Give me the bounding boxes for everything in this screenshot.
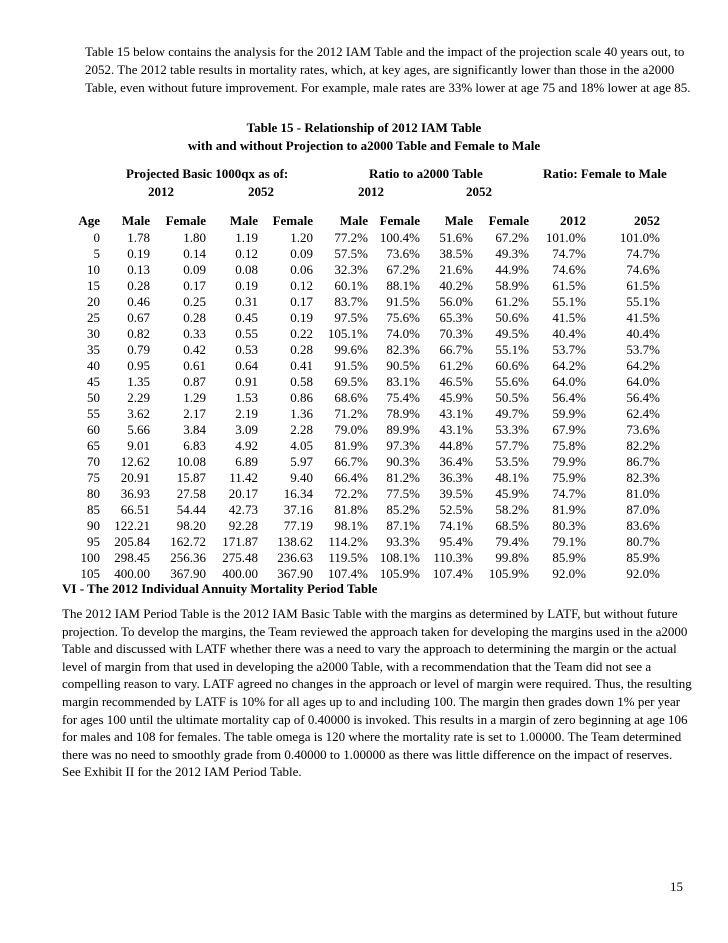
table-cell: 67.2% [495,230,529,245]
table-cell: 91.5% [386,294,420,309]
column-header: Female [165,213,206,228]
table-row [73,454,660,470]
table-cell: 1.53 [235,390,258,405]
table-row [73,470,660,486]
table-cell: 138.62 [277,534,313,549]
column-header: Male [121,213,150,228]
table-cell: 105 [80,566,100,581]
table-cell: 0.64 [235,358,258,373]
table-cell: 20.91 [120,470,150,485]
table-cell: 74.7% [626,246,660,261]
table-cell: 71.2% [334,406,368,421]
table-cell: 92.0% [552,566,586,581]
table-cell: 97.3% [386,438,420,453]
table-cell: 0.61 [183,358,206,373]
table-row [73,406,660,422]
table-cell: 68.5% [495,518,529,533]
table-cell: 52.5% [439,502,473,517]
table-cell: 74.6% [552,262,586,277]
table-cell: 107.4% [327,566,368,581]
table-cell: 105.9% [379,566,420,581]
table-cell: 98.1% [334,518,368,533]
table-cell: 4.05 [290,438,313,453]
table-row [73,230,660,246]
table-cell: 67.9% [552,422,586,437]
table-cell: 59.9% [552,406,586,421]
table-cell: 5.66 [127,422,150,437]
table-row [73,310,660,326]
group-header-projected: Projected Basic 1000qx as of: [126,166,289,181]
table-cell: 92.28 [228,518,258,533]
table-cell: 0.42 [183,342,206,357]
table-cell: 400.00 [114,566,150,581]
table-cell: 0.87 [183,374,206,389]
table-cell: 82.2% [626,438,660,453]
table-cell: 60.1% [334,278,368,293]
table-cell: 105.9% [488,566,529,581]
table-cell: 40.4% [552,326,586,341]
table-cell: 20 [87,294,100,309]
table-cell: 40 [87,358,100,373]
table-cell: 0.86 [290,390,313,405]
table-cell: 65 [87,438,100,453]
table-cell: 65.3% [439,310,473,325]
column-header: Female [272,213,313,228]
table-cell: 77.5% [386,486,420,501]
table-cell: 107.4% [432,566,473,581]
table-cell: 1.20 [290,230,313,245]
table-cell: 45 [87,374,100,389]
section-body-paragraph: The 2012 IAM Period Table is the 2012 IAM Basic Table with the margins as determined by LATF, but without future projection. To develop the margins, the Team reviewed the approach taken for developing the margins used in the a2000 Table and discussed with LATF whether there was a need to vary the approach to determining the margin or the actual level of margin from that used in developing the a2000 Table, with a recommendation that the Team did not see a compelling reason to vary. LATF agreed no changes in the approach or level of margin were required. Thus, the resulting margin recommended by LATF is 10% for all ages up to and including 100. The margin then grades down 1% per year for ages 100 until the ultimate mortality cap of 0.40000 is invoked. This results in a margin of zero beginning at age 106 for males and 108 for females. The table omega is 120 where the mortality rate is set to 1.00000. The Team determined there was no need to smoothly grade from 0.40000 to 1.00000 as there was little difference on the impact of reserves. See Exhibit II for the 2012 IAM Period Table. [62,606,692,780]
table-cell: 77.2% [334,230,368,245]
table-cell: 70.3% [439,326,473,341]
table-cell: 9.01 [127,438,150,453]
table-cell: 0.14 [183,246,206,261]
intro-paragraph: Table 15 below contains the analysis for the 2012 IAM Table and the impact of the projection scale 40 years out, to 2052. The 2012 table results in mortality rates, which, at key ages, are significantly lower than those in the a2000 Table, even without future improvement. For example, male rates are 33% lower at age 75 and 18% lower at age 85. [85,44,691,95]
table-cell: 72.2% [334,486,368,501]
table-cell: 44.9% [495,262,529,277]
table-row [73,550,660,566]
table-cell: 99.8% [495,550,529,565]
table-row [73,294,660,310]
table-cell: 0.17 [290,294,313,309]
table-body [73,230,660,582]
table-cell: 75.8% [552,438,586,453]
table-cell: 101.0% [619,230,660,245]
table-cell: 0.06 [290,262,313,277]
table-cell: 1.78 [127,230,150,245]
table-cell: 91.5% [334,358,368,373]
table-cell: 0.45 [235,310,258,325]
table-cell: 83.6% [626,518,660,533]
table-cell: 32.3% [334,262,368,277]
table-cell: 41.5% [552,310,586,325]
table-cell: 1.35 [127,374,150,389]
table-cell: 30 [87,326,100,341]
table-cell: 57.5% [334,246,368,261]
table-cell: 1.19 [235,230,258,245]
table-cell: 15.87 [176,470,206,485]
table-cell: 105.1% [327,326,368,341]
table-cell: 0.33 [183,326,206,341]
table-cell: 236.63 [277,550,313,565]
table-cell: 38.5% [439,246,473,261]
table-cell: 2.28 [290,422,313,437]
table-cell: 108.1% [379,550,420,565]
table-cell: 162.72 [170,534,206,549]
table-cell: 57.7% [495,438,529,453]
section-heading: VI - The 2012 Individual Annuity Mortality Period Table [62,581,378,596]
table-cell: 6.89 [235,454,258,469]
table-cell: 0.19 [235,278,258,293]
table-cell: 55.1% [495,342,529,357]
table-cell: 44.8% [439,438,473,453]
table-cell: 74.0% [386,326,420,341]
table-cell: 70 [87,454,100,469]
table-row [73,358,660,374]
table-cell: 64.0% [552,374,586,389]
table-cell: 87.1% [386,518,420,533]
table-cell: 81.9% [334,438,368,453]
table-cell: 256.36 [170,550,206,565]
table-cell: 0.46 [127,294,150,309]
table-cell: 0.13 [127,262,150,277]
table-cell: 40.2% [439,278,473,293]
table-cell: 122.21 [114,518,150,533]
table-cell: 61.2% [439,358,473,373]
table-cell: 0.67 [127,310,150,325]
table-cell: 25 [87,310,100,325]
table-title-line2: with and without Projection to a2000 Table and Female to Male [187,138,541,153]
table-cell: 79.0% [334,422,368,437]
table-cell: 0.28 [290,342,313,357]
group-header-ratio-a2000: Ratio to a2000 Table [369,166,483,181]
table-cell: 0.28 [127,278,150,293]
table-cell: 75 [87,470,100,485]
table-cell: 0.08 [235,262,258,277]
table-cell: 80 [87,486,100,501]
group-sub-2052: 2052 [248,184,274,199]
table-row [73,374,660,390]
table-cell: 48.1% [495,470,529,485]
table-row [73,438,660,454]
table-cell: 86.7% [626,454,660,469]
table-row [73,262,660,278]
table-row [73,502,660,518]
table-cell: 81.2% [386,470,420,485]
table-cell: 81.8% [334,502,368,517]
table-cell: 55.6% [495,374,529,389]
table-cell: 74.1% [439,518,473,533]
table-cell: 45.9% [495,486,529,501]
table-cell: 56.0% [439,294,473,309]
table-cell: 0.28 [183,310,206,325]
column-header: 2052 [634,213,660,228]
table-cell: 36.3% [439,470,473,485]
table-cell: 80.7% [626,534,660,549]
table-cell: 55.1% [626,294,660,309]
table-cell: 85.2% [386,502,420,517]
table-cell: 79.1% [552,534,586,549]
table-cell: 78.9% [386,406,420,421]
table-cell: 3.62 [127,406,150,421]
table-cell: 85.9% [552,550,586,565]
table-cell: 73.6% [626,422,660,437]
table-cell: 1.80 [183,230,206,245]
table-cell: 0 [93,230,100,245]
group2-sub-2052: 2052 [466,184,492,199]
table-cell: 0.19 [127,246,150,261]
table-cell: 49.5% [495,326,529,341]
table-cell: 97.5% [334,310,368,325]
table-cell: 50 [87,390,100,405]
table-cell: 27.58 [176,486,206,501]
table-row [73,278,660,294]
table-cell: 53.7% [552,342,586,357]
table-cell: 51.6% [439,230,473,245]
table-cell: 0.09 [183,262,206,277]
table-cell: 75.4% [386,390,420,405]
table-cell: 0.55 [235,326,258,341]
table-cell: 92.0% [626,566,660,581]
table-cell: 75.9% [552,470,586,485]
table-cell: 5.97 [290,454,313,469]
table-cell: 58.9% [495,278,529,293]
table-cell: 56.4% [626,390,660,405]
table-cell: 53.5% [495,454,529,469]
table-cell: 43.1% [439,422,473,437]
table-cell: 39.5% [439,486,473,501]
table-cell: 55 [87,406,100,421]
table-cell: 36.4% [439,454,473,469]
table-cell: 1.36 [290,406,313,421]
table-cell: 2.17 [183,406,206,421]
table-cell: 0.09 [290,246,313,261]
table-cell: 36.93 [120,486,150,501]
table-cell: 98.20 [176,518,206,533]
column-header: Age [78,213,100,228]
table-cell: 88.1% [386,278,420,293]
table-row [73,566,660,582]
table-cell: 58.2% [495,502,529,517]
table-row [73,326,660,342]
table-cell: 0.22 [290,326,313,341]
table-cell: 93.3% [386,534,420,549]
table-cell: 90 [87,518,100,533]
table-cell: 61.2% [495,294,529,309]
table-cell: 69.5% [334,374,368,389]
table-cell: 82.3% [386,342,420,357]
table-cell: 2.29 [127,390,150,405]
table-cell: 66.4% [334,470,368,485]
table-cell: 12.62 [120,454,150,469]
table-cell: 53.7% [626,342,660,357]
table-cell: 205.84 [114,534,150,549]
table-cell: 90.3% [386,454,420,469]
table-cell: 53.3% [495,422,529,437]
table-row [73,486,660,502]
table-cell: 0.91 [235,374,258,389]
table-cell: 367.90 [170,566,206,581]
table-cell: 74.7% [552,246,586,261]
page-number: 15 [670,879,683,894]
table-cell: 99.6% [334,342,368,357]
table-cell: 66.7% [439,342,473,357]
table-cell: 0.25 [183,294,206,309]
table-cell: 0.17 [183,278,206,293]
table-cell: 90.5% [386,358,420,373]
table-cell: 0.95 [127,358,150,373]
table-cell: 89.9% [386,422,420,437]
column-header: Female [488,213,529,228]
table-cell: 0.19 [290,310,313,325]
table-row [73,518,660,534]
table-cell: 46.5% [439,374,473,389]
table-cell: 81.9% [552,502,586,517]
table-cell: 79.4% [495,534,529,549]
table-cell: 82.3% [626,470,660,485]
table-cell: 62.4% [626,406,660,421]
table-cell: 43.1% [439,406,473,421]
table-cell: 67.2% [386,262,420,277]
table-cell: 0.41 [290,358,313,373]
table-cell: 2.19 [235,406,258,421]
table-cell: 55.1% [552,294,586,309]
table-cell: 110.3% [433,550,473,565]
table-cell: 66.51 [120,502,150,517]
table-cell: 42.73 [228,502,258,517]
table-cell: 1.29 [183,390,206,405]
table-cell: 95.4% [439,534,473,549]
table-cell: 10 [87,262,100,277]
table-row [73,342,660,358]
table-cell: 50.6% [495,310,529,325]
table-cell: 0.79 [127,342,150,357]
table-cell: 64.2% [626,358,660,373]
mortality-table [73,212,660,582]
table-cell: 11.42 [229,470,258,485]
group2-sub-2012: 2012 [358,184,384,199]
table-cell: 0.12 [235,246,258,261]
table-cell: 83.7% [334,294,368,309]
table-cell: 61.5% [626,278,660,293]
table-cell: 0.82 [127,326,150,341]
table-cell: 10.08 [176,454,206,469]
column-header: Male [339,213,368,228]
table-cell: 79.9% [552,454,586,469]
table-row [73,246,660,262]
table-cell: 0.53 [235,342,258,357]
table-cell: 74.6% [626,262,660,277]
table-cell: 50.5% [495,390,529,405]
table-cell: 74.7% [552,486,586,501]
table-cell: 85.9% [626,550,660,565]
table-cell: 119.5% [328,550,368,565]
table-cell: 56.4% [552,390,586,405]
table-cell: 68.6% [334,390,368,405]
table-cell: 0.58 [290,374,313,389]
table-cell: 49.7% [495,406,529,421]
table-cell: 45.9% [439,390,473,405]
column-header: Female [379,213,420,228]
table-cell: 54.44 [176,502,206,517]
group-header-female-to-male: Ratio: Female to Male [543,166,667,181]
table-cell: 61.5% [552,278,586,293]
column-header: 2012 [560,213,586,228]
table-cell: 16.34 [283,486,313,501]
table-cell: 81.0% [626,486,660,501]
table-cell: 100 [80,550,100,565]
table-cell: 40.4% [626,326,660,341]
table-cell: 64.0% [626,374,660,389]
table-cell: 95 [87,534,100,549]
table-cell: 66.7% [334,454,368,469]
table-cell: 75.6% [386,310,420,325]
table-cell: 3.09 [235,422,258,437]
table-cell: 64.2% [552,358,586,373]
table-header-row [73,212,660,230]
table-cell: 6.83 [183,438,206,453]
column-header: Male [444,213,473,228]
table-cell: 41.5% [626,310,660,325]
table-row [73,390,660,406]
table-cell: 85 [87,502,100,517]
table-cell: 100.4% [379,230,420,245]
table-cell: 367.90 [277,566,313,581]
table-cell: 77.19 [283,518,313,533]
table-cell: 114.2% [328,534,368,549]
table-cell: 101.0% [545,230,586,245]
table-cell: 9.40 [290,470,313,485]
table-cell: 60.6% [495,358,529,373]
table-cell: 73.6% [386,246,420,261]
table-cell: 83.1% [386,374,420,389]
table-cell: 37.16 [283,502,313,517]
table-cell: 49.3% [495,246,529,261]
group-sub-2012: 2012 [148,184,174,199]
table-cell: 275.48 [222,550,258,565]
table-cell: 171.87 [222,534,258,549]
column-header: Male [229,213,258,228]
table-cell: 3.84 [183,422,206,437]
table-cell: 298.45 [114,550,150,565]
table-cell: 20.17 [228,486,258,501]
table-cell: 60 [87,422,100,437]
table-cell: 35 [87,342,100,357]
table-cell: 5 [93,246,100,261]
table-cell: 0.12 [290,278,313,293]
table-cell: 0.31 [235,294,258,309]
table-cell: 87.0% [626,502,660,517]
table-row [73,534,660,550]
table-cell: 80.3% [552,518,586,533]
table-cell: 21.6% [439,262,473,277]
table-cell: 15 [87,278,100,293]
table-title-line1: Table 15 - Relationship of 2012 IAM Table [246,120,482,135]
table-cell: 400.00 [222,566,258,581]
table-cell: 4.92 [235,438,258,453]
table-row [73,422,660,438]
